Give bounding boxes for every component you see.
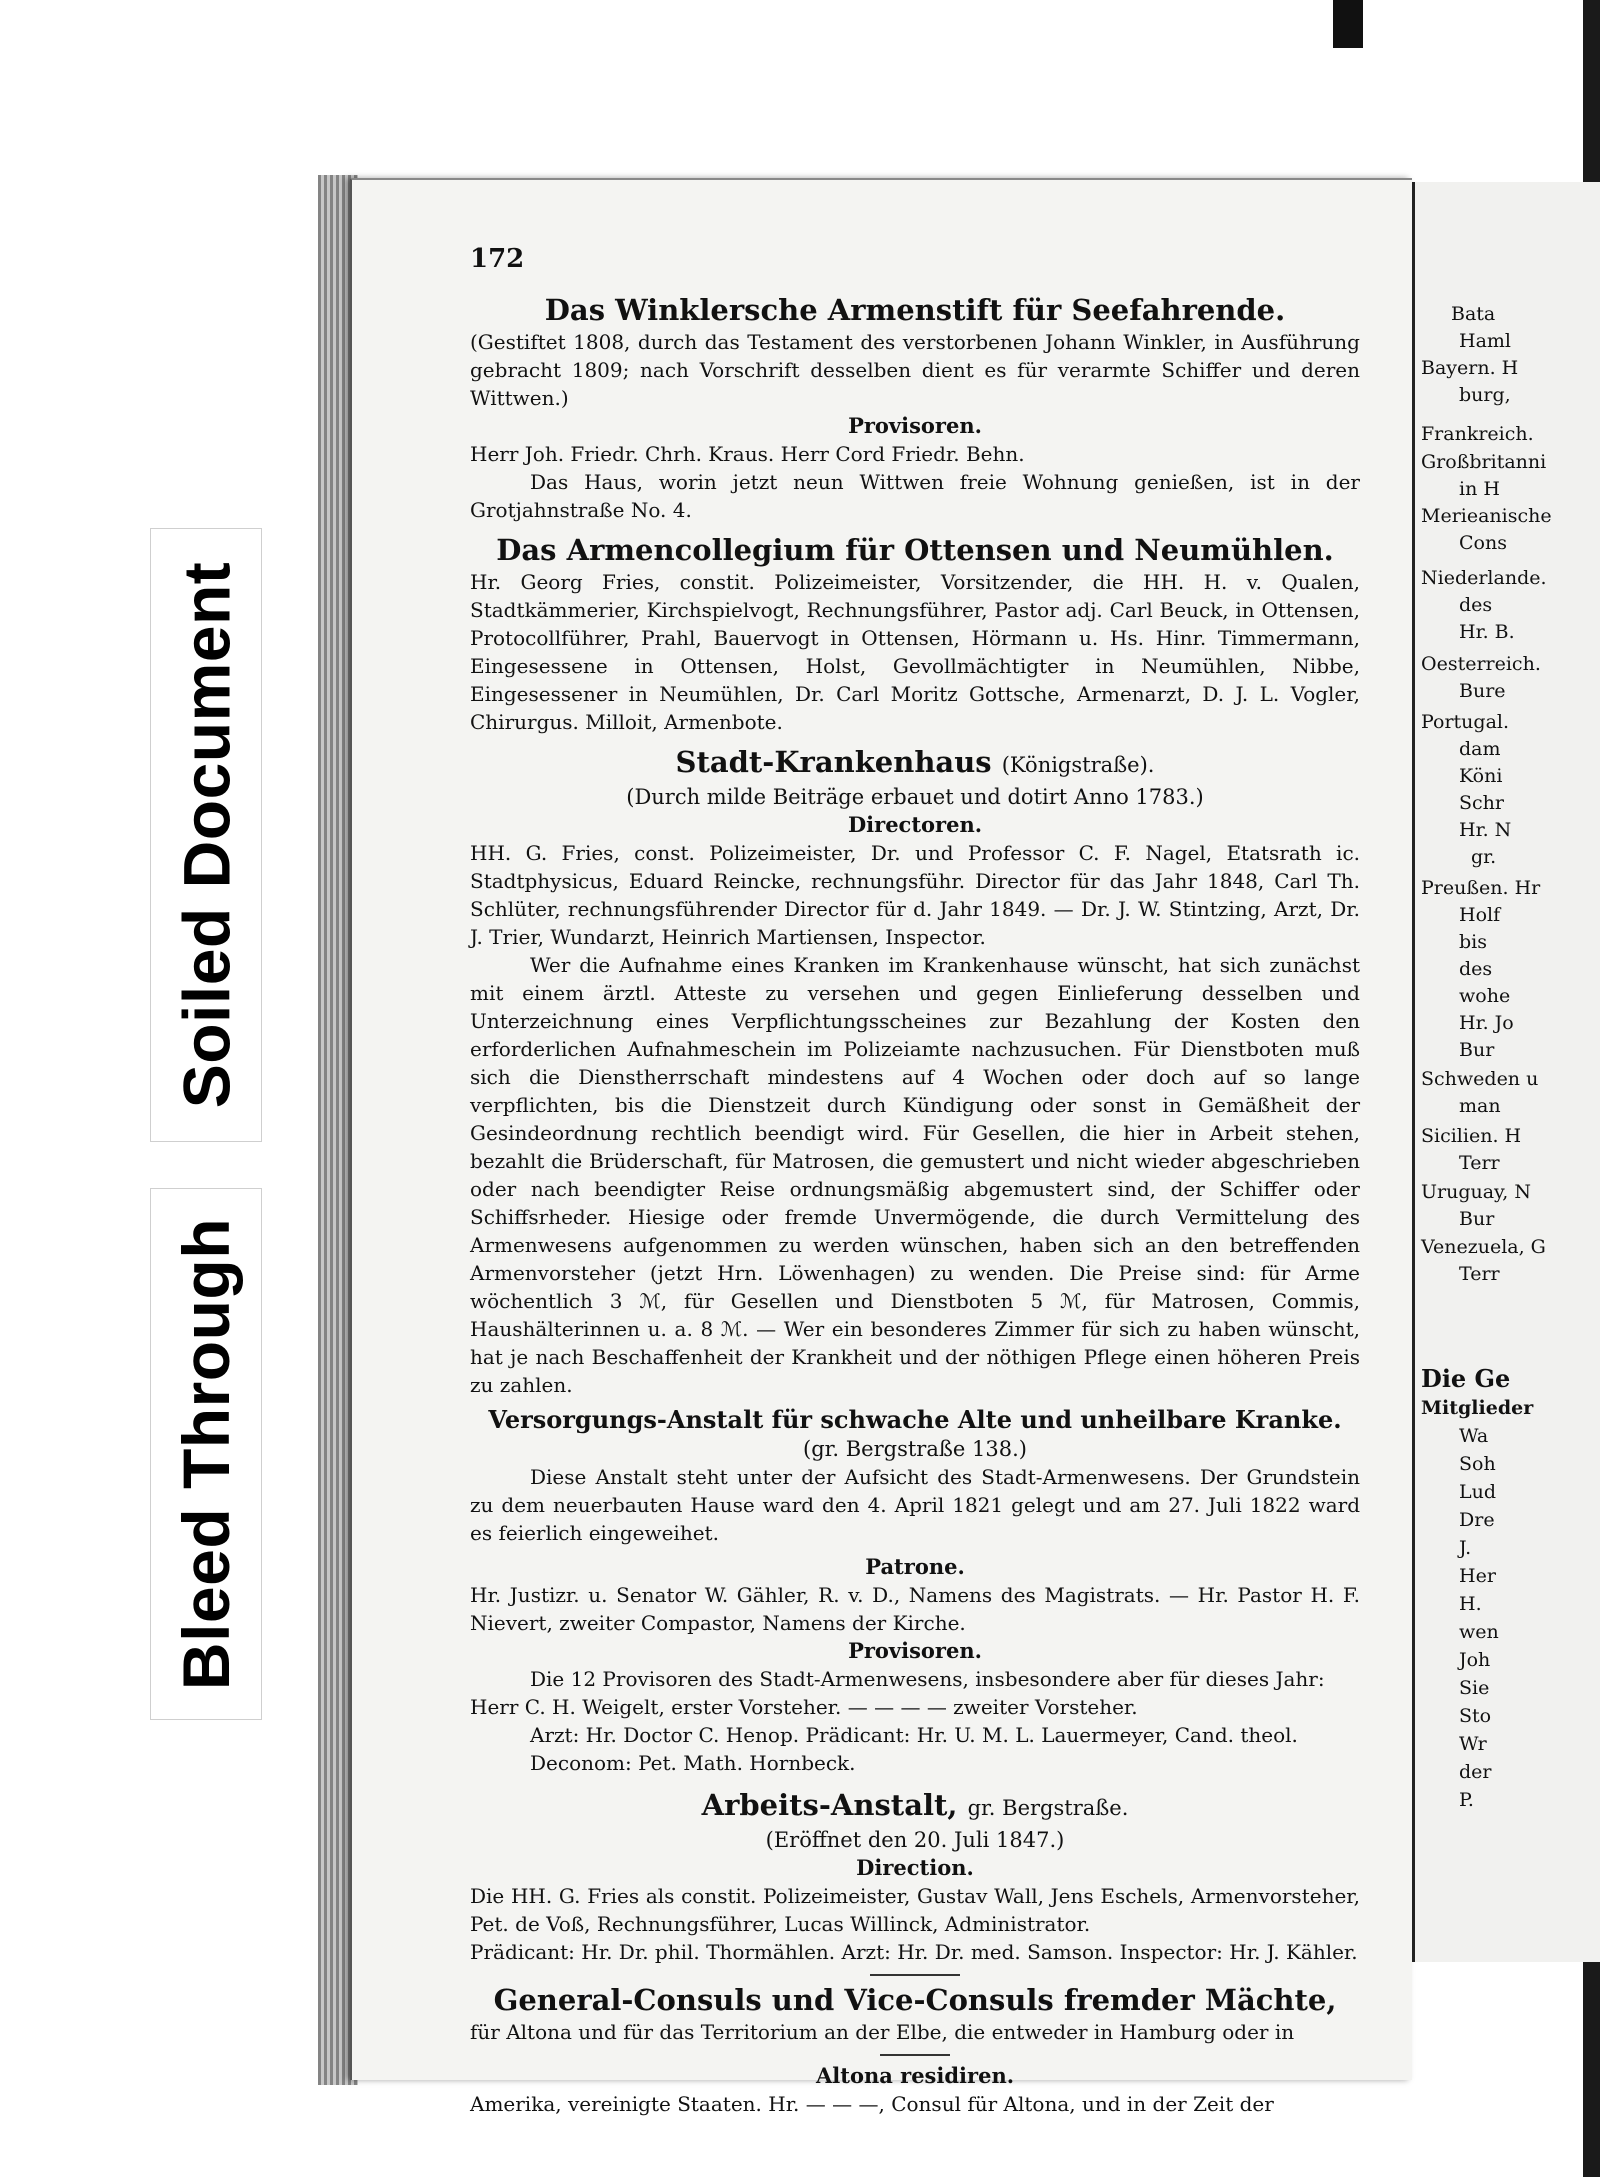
subheading: Patrone. [865, 1554, 965, 1579]
facing-page-text: Bur [1459, 1208, 1495, 1230]
bleed-through-text: Bleed Through [169, 1217, 243, 1691]
facing-page-text: Sie [1459, 1677, 1490, 1699]
facing-page-text: Schr [1459, 792, 1504, 814]
facing-page-text: Oesterreich. [1421, 653, 1541, 675]
facing-page-text: burg, [1459, 384, 1511, 406]
paragraph: Das Haus, worin jetzt neun Wittwen freie Wohnung genießen, ist in der Grotjahnstraße No. 4. [470, 470, 1360, 522]
facing-page-text: Großbritanni [1421, 451, 1547, 473]
paragraph: Die HH. G. Fries als constit. Polizeimeister, Gustav Wall, Jens Eschels, Armenvorsteher, Pet. de Voß, Rechnungsführer, Lucas Willinck, Administrator. [470, 1884, 1360, 1936]
paragraph: Die 12 Provisoren des Stadt-Armenwesens, insbesondere aber für dieses Jahr: [530, 1667, 1325, 1691]
facing-page-text: Bure [1459, 680, 1506, 702]
page-content [470, 240, 1360, 2118]
subheading: Provisoren. [848, 1638, 982, 1663]
paragraph: HH. G. Fries, const. Polizeimeister, Dr. und Professor C. F. Nagel, Etatsrath ic. Stadtphysicus, Eduard Reincke, rechnungsführ. Director für das Jahr 1848, Carl Th. Schlüter, rechnungsführender Director für d. Jahr 1849. — Dr. J. W. Stintzing, Arzt, Dr. J. Trier, Wundarzt, Heinrich Martiensen, Inspector. [470, 841, 1360, 949]
section-armencollegium [470, 532, 1360, 736]
section-title: General-Consuls und Vice-Consuls fremder Mächte, [493, 1983, 1337, 2017]
facing-page-text: Wr [1459, 1733, 1487, 1755]
facing-page-text: Bur [1459, 1039, 1495, 1061]
subheading: Provisoren. [848, 413, 982, 438]
facing-page-text: Dre [1459, 1509, 1495, 1531]
facing-page-text: Lud [1459, 1481, 1497, 1503]
facing-page-text: Soh [1459, 1453, 1496, 1475]
facing-page-text: Bata [1451, 303, 1496, 325]
facing-page-text: Holf [1459, 904, 1501, 926]
facing-page [1412, 182, 1600, 1962]
section-title: Versorgungs-Anstalt für schwache Alte und unheilbare Kranke. [488, 1405, 1342, 1434]
facing-page-text: P. [1459, 1789, 1474, 1811]
facing-page-text: H. [1459, 1593, 1482, 1615]
facing-page-text: in H [1459, 478, 1500, 500]
subheading: (gr. Bergstraße 138.) [803, 1437, 1027, 1461]
section-title [470, 1787, 1360, 1826]
paragraph: Wer die Aufnahme eines Kranken im Krankenhause wünscht, hat sich zunächst mit einem ärztl. Atteste zu versehen und gegen Einlieferung desselben und Unterzeichnung eines Verpflichtungsscheines zur Bezahlung der Kosten den erforderlichen Aufnahmeschein im Polizeiamte nachzusuchen. Für Dienstboten muß sich die Dienstherrschaft mindestens auf 4 Wochen oder doch auf so lange verpflichten, bis die Dienstzeit durch Kündigung oder sonst in Gemäßheit der Gesindeordnung rechtlich beendigt wird. Für Gesellen, die hier in Arbeit stehen, bezahlt die Brüderschaft, für Matrosen, die gemustert und nicht wieder abgeschrieben oder nach beendigter Reise ordnungsmäßig abgemustert sind, der Schiffer oder Schiffsrheder. Hiesige oder fremde Unvermögende, die durch Vermittelung des Armenwesens aufgenommen zu werden wünschen, haben sich an den betreffenden Armenvorsteher (jetzt Hrn. Löwenhagen) zu wenden. Die Preise sind: für Arme wöchentlich 3 ℳ, für Gesellen und Dienstboten 5 ℳ, für Matrosen, Commis, Haushälterinnen u. a. 8 ℳ. — Wer ein besonderes Zimmer für sich zu haben wünscht, hat je nach Beschaffenheit der Krankheit und der nöthigen Pflege einen höheren Preis zu zahlen. [470, 953, 1360, 1397]
soiled-document-label [150, 528, 262, 1142]
text-line: Prädicant: Hr. Dr. phil. Thormählen. Arzt: Hr. Dr. med. Samson. Inspector: Hr. J. Kähler. [470, 1940, 1358, 1964]
section-title-suffix: gr. Bergstraße. [967, 1796, 1129, 1820]
facing-page-text: Merieanische [1421, 505, 1552, 527]
facing-page-text: J. [1459, 1537, 1472, 1559]
subheading: (Eröffnet den 20. Juli 1847.) [765, 1828, 1065, 1852]
section-title-main: Arbeits-Anstalt, [701, 1788, 958, 1822]
paragraph: für Altona und für das Territorium an der Elbe, die entweder in Hamburg oder in [470, 2020, 1295, 2044]
text-line: Arzt: Hr. Doctor C. Henop. Prädicant: Hr. U. M. L. Lauermeyer, Cand. theol. [530, 1723, 1298, 1747]
subheading: (Durch milde Beiträge erbauet und dotirt Anno 1783.) [626, 785, 1204, 809]
facing-page-text: Preußen. Hr [1421, 877, 1541, 899]
facing-page-text: Venezuela, G [1421, 1236, 1546, 1258]
section-divider [870, 1974, 960, 1976]
facing-page-text: Köni [1459, 765, 1503, 787]
facing-page-heading: Die Ge [1421, 1364, 1511, 1393]
facing-page-text: Schweden u [1421, 1068, 1539, 1090]
facing-page-text: dam [1459, 738, 1501, 760]
page-number: 172 [470, 244, 525, 274]
section-consuls [470, 1982, 1360, 2118]
facing-page-text: Mitglieder [1421, 1397, 1534, 1419]
section-title: Das Winklersche Armenstift für Seefahrende. [544, 293, 1286, 327]
section-divider [880, 2054, 950, 2056]
facing-page-text: Hr. B. [1459, 621, 1515, 643]
subheading: Altona residiren. [815, 2063, 1015, 2088]
facing-page-text: Frankreich. [1421, 423, 1534, 445]
section-krankenhaus [470, 744, 1360, 1399]
text-line: Herr Joh. Friedr. Chrh. Kraus. Herr Cord Friedr. Behn. [470, 442, 1025, 466]
paragraph: Diese Anstalt steht unter der Aufsicht des Stadt-Armenwesens. Der Grundstein zu dem neuerbauten Hause ward den 4. April 1821 gelegt und am 27. Juli 1822 ward es feierlich eingeweihet. [470, 1465, 1360, 1545]
text-line: Deconom: Pet. Math. Hornbeck. [530, 1751, 856, 1775]
facing-page-text: Terr [1459, 1263, 1500, 1285]
facing-page-text: des [1459, 594, 1493, 616]
section-title [470, 744, 1360, 783]
facing-page-text: Her [1459, 1565, 1496, 1587]
gutter-shadow [1333, 0, 1363, 48]
paragraph: Hr. Georg Fries, constit. Polizeimeister, Vorsitzender, die HH. H. v. Qualen, Stadtkämmerier, Kirchspielvogt, Rechnungsführer, Pastor adj. Carl Beuck, in Ottensen, Protocollführer, Prahl, Bauervogt in Ottensen, Hörmann u. Hs. Hinr. Timmermann, Eingesessene in Ottensen, Holst, Gevollmächtigter in Neumühlen, Nibbe, Eingesessener in Neumühlen, Dr. Carl Moritz Gottsche, Armenarzt, D. J. L. Vogler, Chirurgus. Milloit, Armenbote. [470, 570, 1360, 734]
subheading: Directoren. [847, 812, 983, 837]
facing-page-text: Hr. N [1459, 819, 1512, 841]
facing-page-text: gr. [1471, 846, 1497, 868]
facing-page-text: Bayern. H [1421, 357, 1519, 379]
section-intro: (Gestiftet 1808, durch das Testament des verstorbenen Johann Winkler, in Ausführung gebracht 1809; nach Vorschrift desselben dient es für verarmte Schiffer und deren Wittwen.) [470, 330, 1360, 410]
section-title-main: Stadt-Krankenhaus [675, 745, 992, 779]
facing-page-text: Portugal. [1421, 711, 1510, 733]
facing-page-text: man [1459, 1095, 1501, 1117]
section-title-suffix: (Königstraße). [1001, 753, 1155, 777]
facing-page-text: Sicilien. H [1421, 1125, 1522, 1147]
facing-page-text: Terr [1459, 1152, 1500, 1174]
facing-page-text: bis [1459, 931, 1487, 953]
text-line: Amerika, vereinigte Staaten. Hr. — — —, Consul für Altona, und in der Zeit der [470, 2092, 1274, 2116]
section-arbeits-anstalt [470, 1787, 1360, 1966]
facing-page-text: wohe [1459, 985, 1511, 1007]
facing-page-text: des [1459, 958, 1493, 980]
facing-page-text: Cons [1459, 532, 1507, 554]
facing-page-text: der [1459, 1761, 1492, 1783]
paragraph: Hr. Justizr. u. Senator W. Gähler, R. v. D., Namens des Magistrats. — Hr. Pastor H. F. Nievert, zweiter Compastor, Namens der Kirche. [470, 1583, 1360, 1635]
subheading: Direction. [856, 1855, 974, 1880]
bleed-through-label [150, 1188, 262, 1720]
facing-page-text: Haml [1459, 330, 1511, 352]
facing-page-text: Wa [1459, 1425, 1489, 1447]
facing-page-text: Niederlande. [1421, 567, 1547, 589]
section-versorgungs-anstalt [470, 1405, 1360, 1777]
facing-page-text: Sto [1459, 1705, 1492, 1727]
text-line: Herr C. H. Weigelt, erster Vorsteher. — — — — zweiter Vorsteher. [470, 1695, 1138, 1719]
facing-page-text: Uruguay, N [1421, 1181, 1531, 1203]
facing-page-text: Joh [1459, 1649, 1491, 1671]
section-title: Das Armencollegium für Ottensen und Neumühlen. [496, 533, 1334, 567]
facing-page-text: wen [1459, 1621, 1499, 1643]
section-winkler [470, 292, 1360, 524]
soiled-document-text: Soiled Document [169, 561, 243, 1109]
facing-page-text: Hr. Jo [1459, 1012, 1514, 1034]
